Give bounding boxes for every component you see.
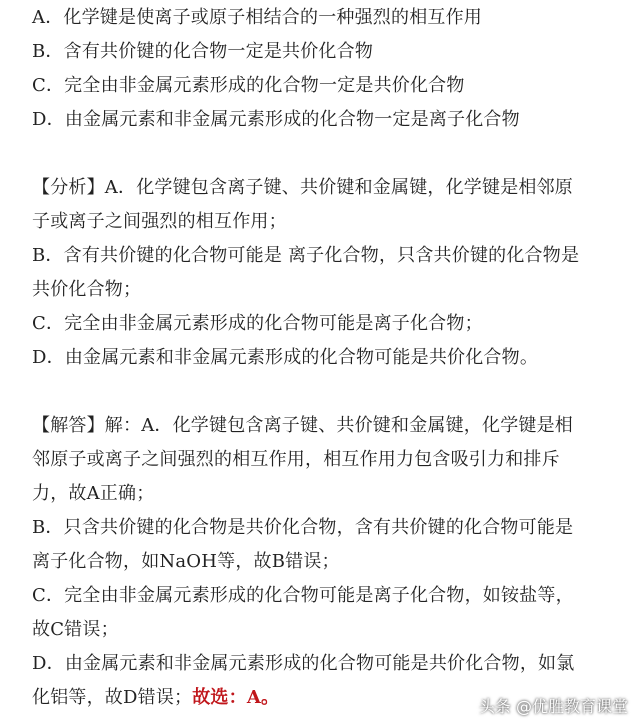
option-a: A．化学键是使离子或原子相结合的一种强烈的相互作用 <box>32 7 482 28</box>
solution-last-text: 化铝等，故D错误； <box>32 687 193 708</box>
solution-line: C．完全由非金属元素形成的化合物可能是离子化合物，如铵盐等， <box>32 585 574 606</box>
analysis-line: D．由金属元素和非金属元素形成的化合物可能是共价化合物。 <box>32 347 539 368</box>
option-d: D．由金属元素和非金属元素形成的化合物一定是离子化合物 <box>32 109 520 130</box>
solution-last-line <box>32 686 279 710</box>
analysis-line: 子或离子之间强烈的相互作用； <box>32 211 287 232</box>
solution-line: 故C错误； <box>32 619 119 640</box>
solution-line: B．只含共价键的化合物是共价化合物，含有共价键的化合物可能是 <box>32 517 574 538</box>
watermark: 头条 @优胜教育课堂 <box>478 697 628 716</box>
analysis-line: 共价化合物； <box>32 279 142 300</box>
solution-line: D．由金属元素和非金属元素形成的化合物可能是共价化合物，如氯 <box>32 653 575 674</box>
solution-line: 【解答】解：A．化学键包含离子键、共价键和金属键，化学键是相 <box>32 415 573 436</box>
option-b: B．含有共价键的化合物一定是共价化合物 <box>32 41 374 62</box>
analysis-line: C．完全由非金属元素形成的化合物可能是离子化合物； <box>32 313 483 334</box>
solution-line: 力，故A正确； <box>32 483 155 504</box>
solution-line: 邻原子或离子之间强烈的相互作用，相互作用力包含吸引力和排斥 <box>32 449 560 470</box>
solution-line: 离子化合物，如NaOH等，故B错误； <box>32 551 340 572</box>
analysis-line: B．含有共价键的化合物可能是 离子化合物，只含共价键的化合物是 <box>32 245 580 266</box>
option-c: C．完全由非金属元素形成的化合物一定是共价化合物 <box>32 75 465 96</box>
analysis-line: 【分析】A．化学键包含离子键、共价键和金属键，化学键是相邻原 <box>32 177 573 198</box>
answer-label: 故选：A。 <box>192 687 280 708</box>
